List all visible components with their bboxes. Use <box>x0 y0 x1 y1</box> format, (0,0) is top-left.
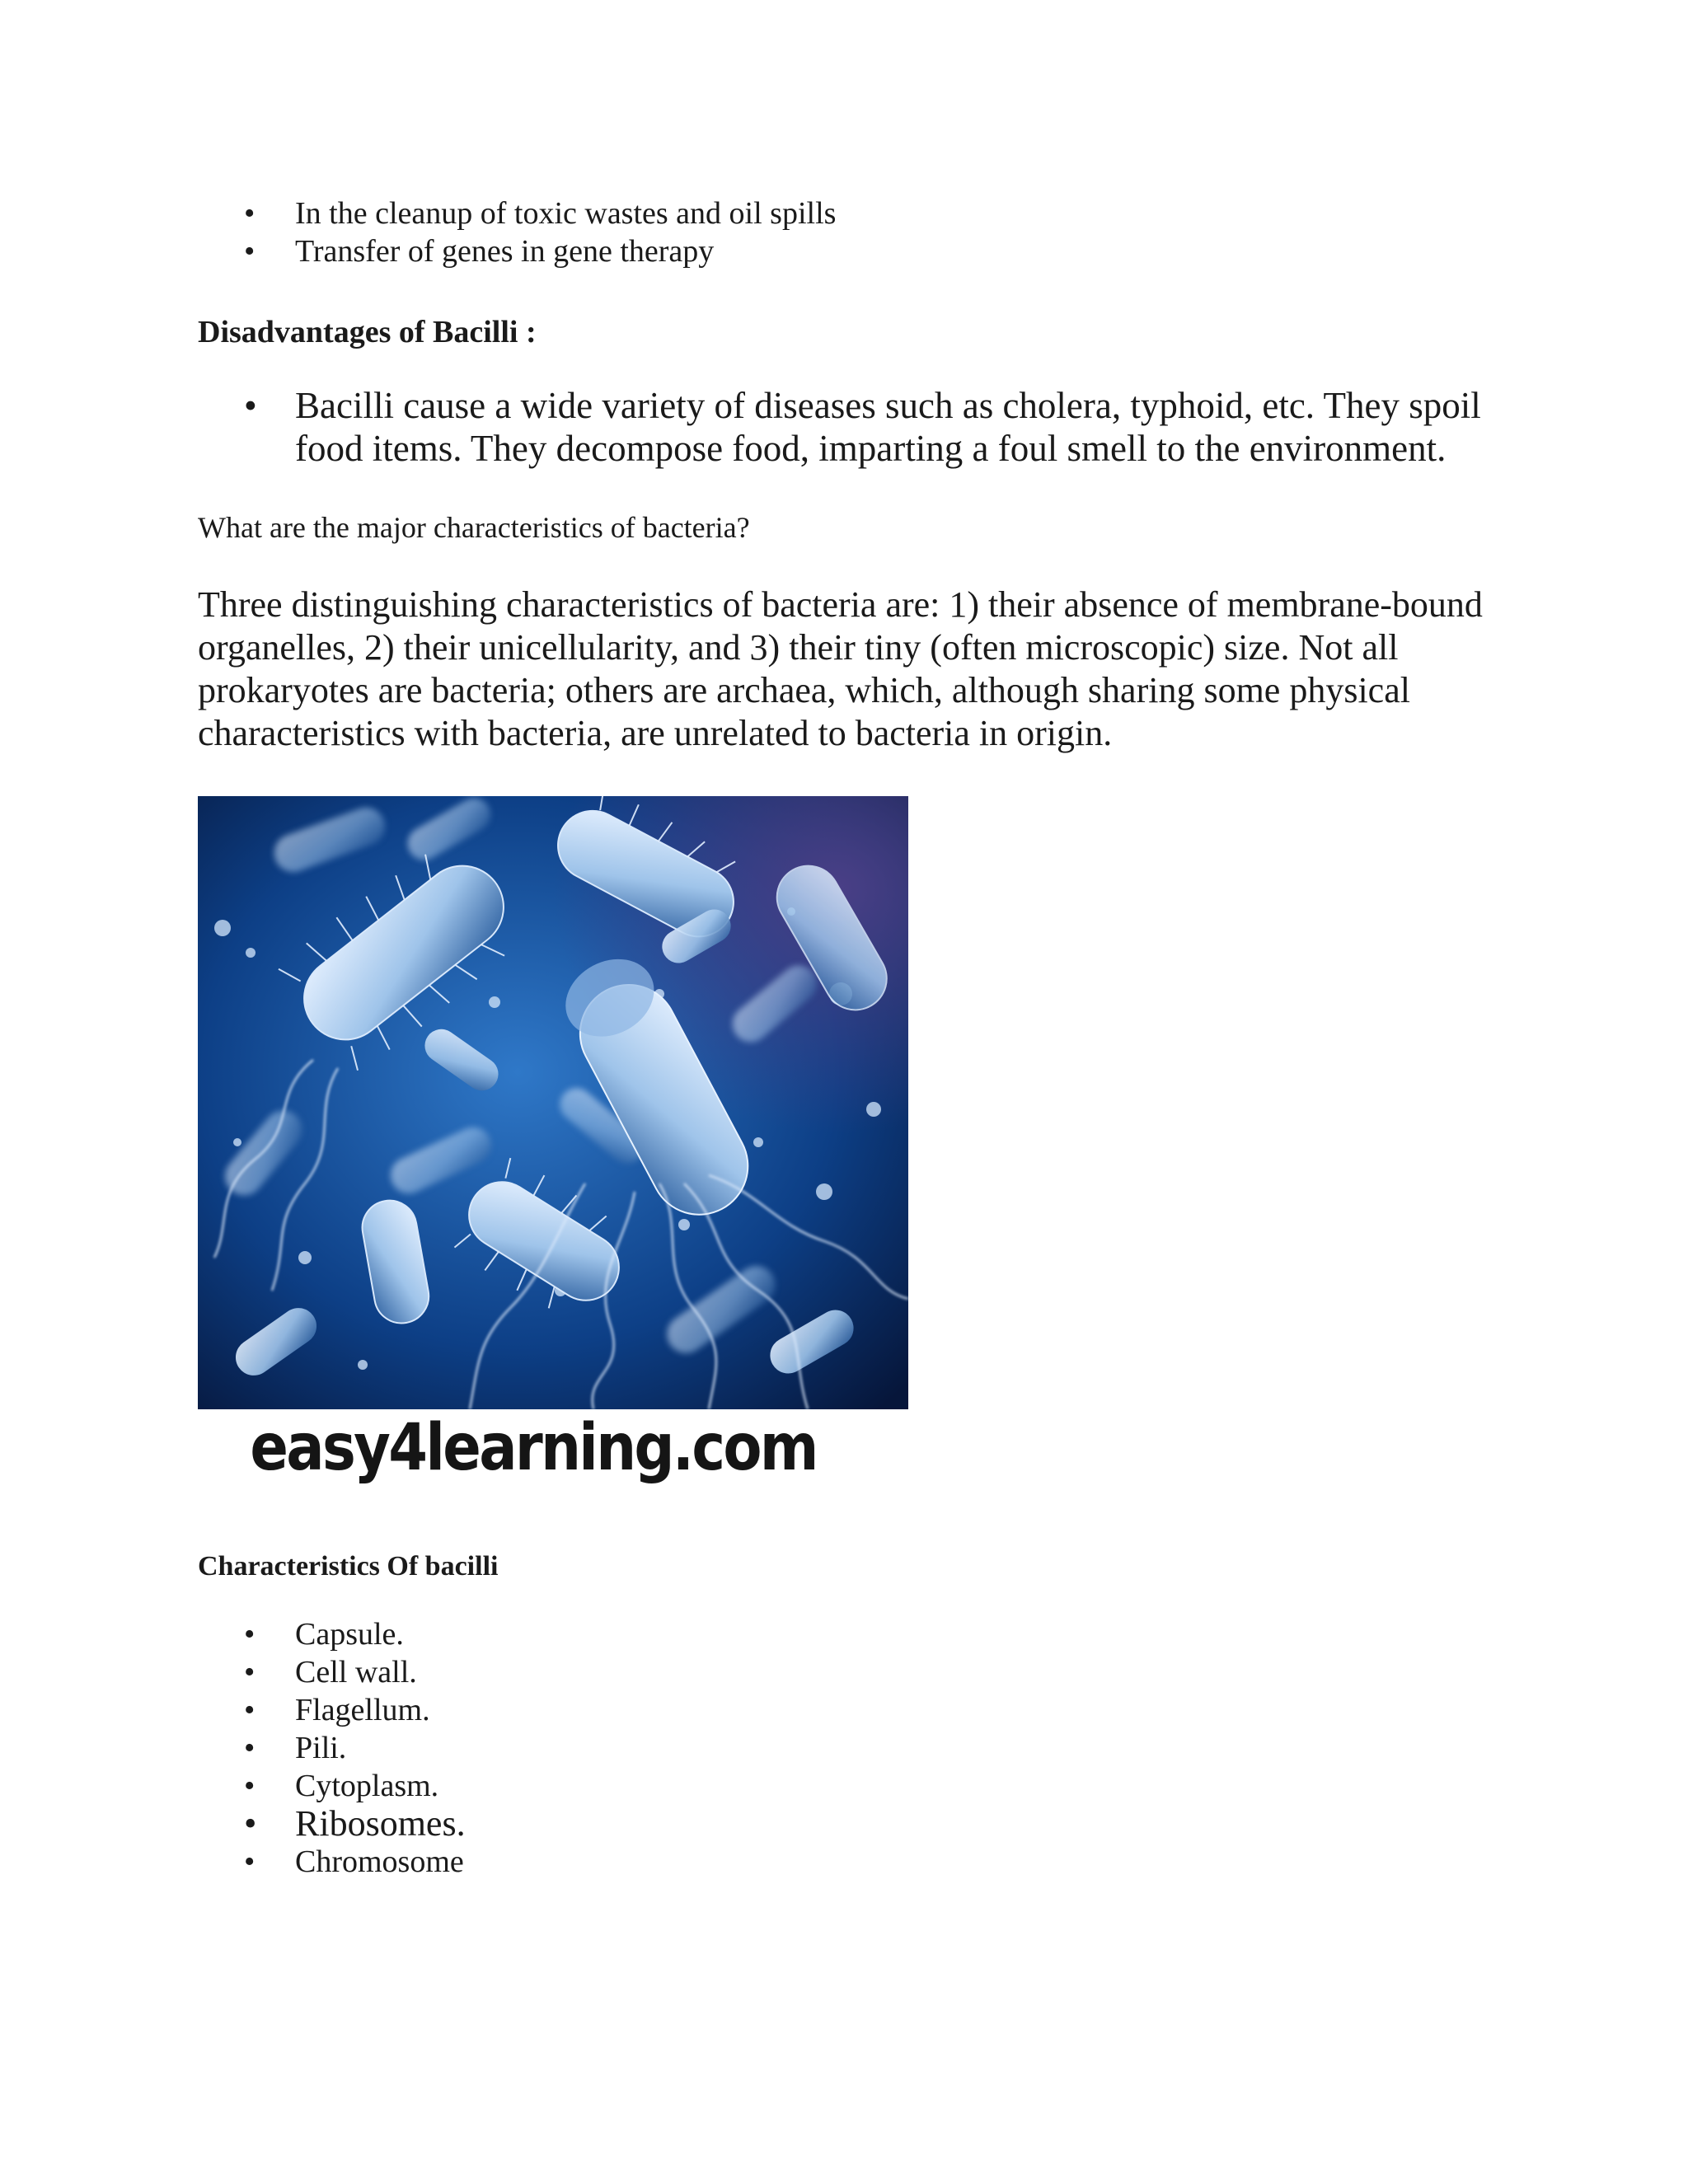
list-item <box>198 194 1517 232</box>
list-item <box>198 384 1533 470</box>
characteristics-heading: Characteristics Of bacilli <box>198 1551 499 1582</box>
list-item-text: Ribosomes. <box>295 1803 466 1844</box>
disadvantages-list <box>198 384 1533 470</box>
list-item <box>198 1653 1022 1691</box>
applications-list <box>198 194 1517 270</box>
bullet-icon: • <box>244 1731 256 1765</box>
list-item <box>198 1767 1022 1805</box>
bullet-icon: • <box>244 1769 256 1803</box>
bullet-icon: • <box>244 196 256 231</box>
list-item <box>198 1805 1022 1843</box>
list-item-text: In the cleanup of toxic wastes and oil spills <box>295 196 837 231</box>
list-item-text: Flagellum. <box>295 1693 430 1727</box>
list-item <box>198 232 1517 270</box>
characteristics-list <box>198 1615 1022 1881</box>
bullet-icon: • <box>244 1844 256 1879</box>
bullet-icon: • <box>244 1655 256 1690</box>
disadvantages-heading: Disadvantages of Bacilli : <box>198 315 537 349</box>
list-item <box>198 1691 1022 1729</box>
list-item <box>198 1843 1022 1881</box>
bullet-icon: • <box>244 1693 256 1727</box>
bacteria-illustration-svg <box>198 796 908 1409</box>
list-item-text: Capsule. <box>295 1617 404 1652</box>
list-item-text: Bacilli cause a wide variety of diseases such as cholera, typhoid, etc. They spoil food items. They decompose food, imparting a foul smell to the environment. <box>295 385 1481 469</box>
bullet-icon: • <box>244 234 256 269</box>
list-item <box>198 1729 1022 1767</box>
bacteria-illustration <box>198 796 908 1409</box>
question-text: What are the major characteristics of bacteria? <box>198 511 750 544</box>
list-item-text: Cell wall. <box>295 1655 417 1690</box>
answer-paragraph: Three distinguishing characteristics of bacteria are: 1) their absence of membrane-bound organelles, 2) their unicellularity, and 3) their tiny (often microscopic) size. Not all prokaryotes are bacteria; others are archaea, which, although sharing some physical characteristics with bacteria, are unrelated to bacteria in origin. <box>198 584 1483 753</box>
list-item <box>198 1615 1022 1653</box>
list-item-text: Pili. <box>295 1731 347 1765</box>
bullet-icon: • <box>244 1617 256 1652</box>
list-item-text: Chromosome <box>295 1844 464 1879</box>
watermark-text: easy4learning.com <box>250 1411 817 1485</box>
list-item-text: Transfer of genes in gene therapy <box>295 234 715 269</box>
list-item-text: Cytoplasm. <box>295 1769 439 1803</box>
bullet-icon: • <box>244 1803 257 1844</box>
bullet-icon: • <box>244 385 257 426</box>
